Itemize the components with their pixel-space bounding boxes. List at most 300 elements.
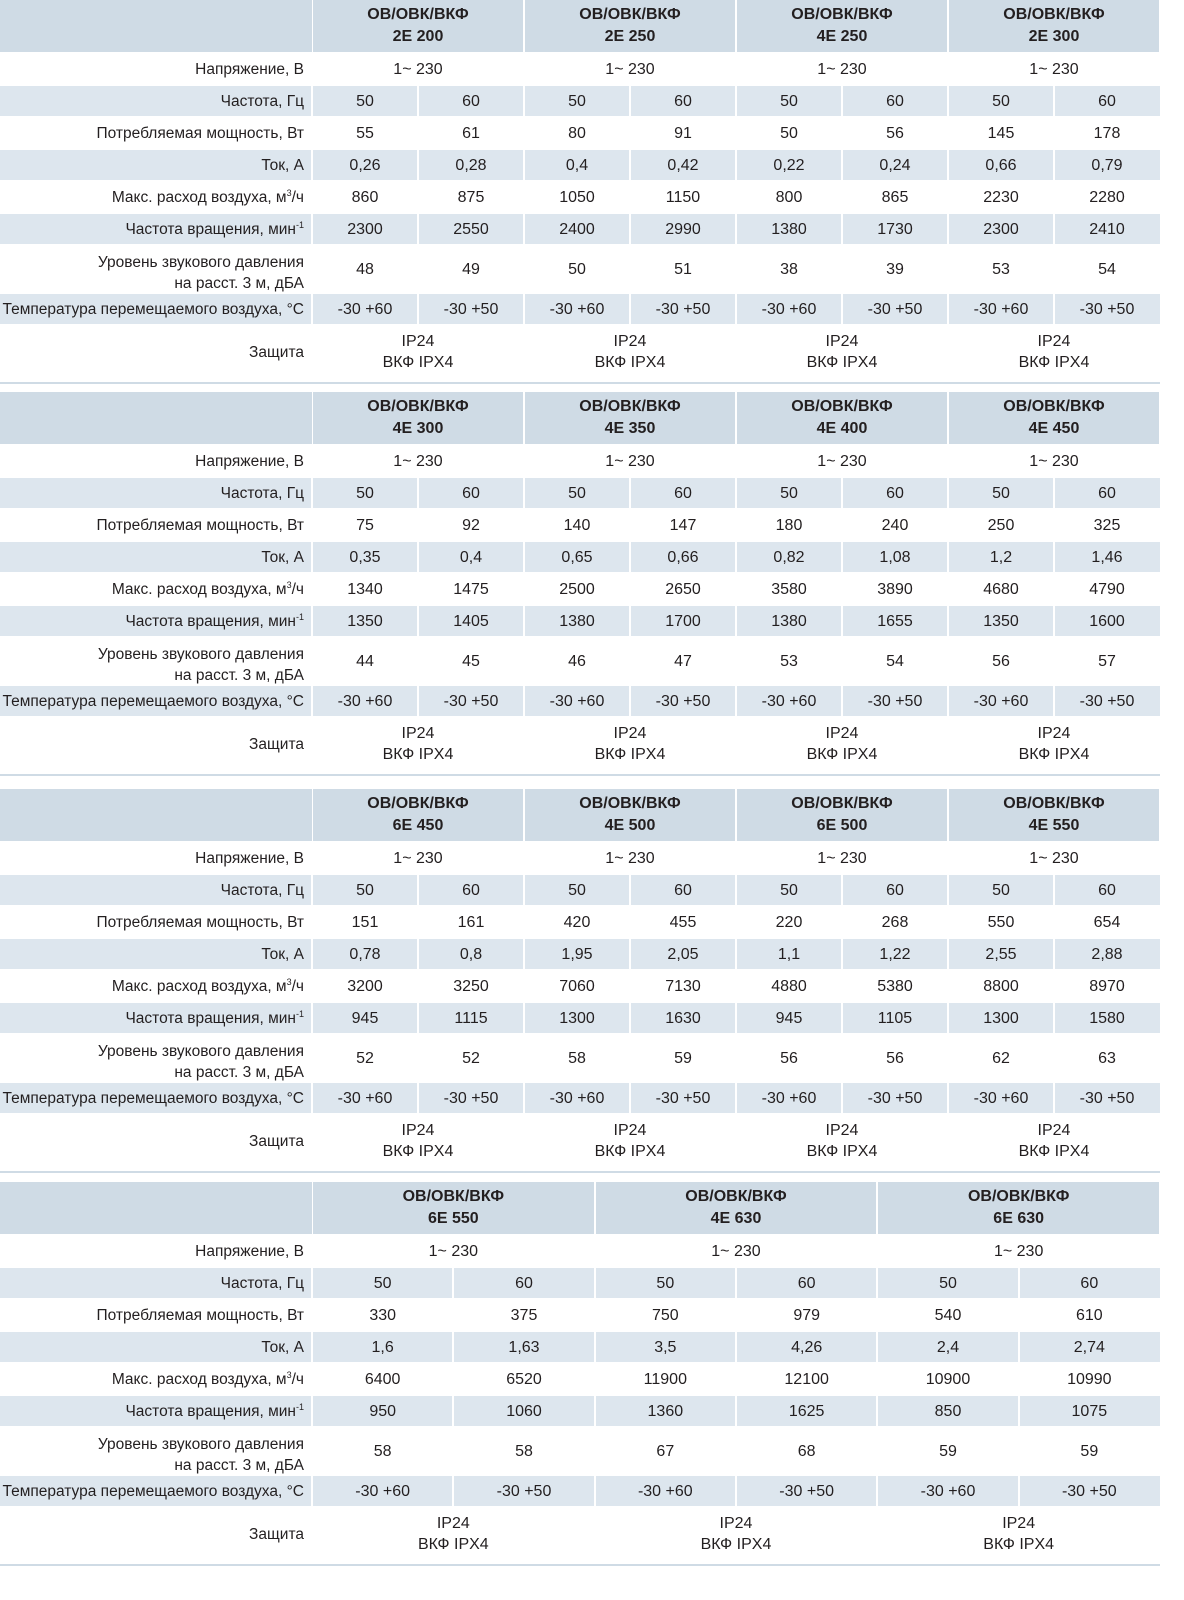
- value-voltage: 1~ 230: [993, 1242, 1044, 1260]
- value-frequency-50hz: 50: [356, 484, 374, 502]
- value-speed-60hz: 2990: [665, 220, 701, 238]
- group-separator: [523, 86, 525, 116]
- label-voltage: Напряжение, В: [195, 849, 304, 867]
- value-power-60hz: 92: [462, 516, 480, 534]
- value-current-60hz: 1,22: [879, 945, 911, 963]
- value-power-60hz: 325: [1093, 516, 1121, 534]
- value-airflow-50hz: 1050: [559, 188, 595, 206]
- model-code: 4E 350: [604, 420, 656, 437]
- label-frequency: Частота, Гц: [220, 1274, 304, 1292]
- value-temperature-50hz: -30 +60: [973, 692, 1029, 710]
- group-separator: [876, 1268, 878, 1298]
- row-model: [0, 1182, 1160, 1234]
- label-power: Потребляемая мощность, Вт: [96, 913, 304, 931]
- group-separator: [735, 478, 737, 508]
- row-temperature: [0, 294, 1160, 324]
- column-separator: [735, 1396, 737, 1426]
- value-voltage: 1~ 230: [1029, 849, 1079, 867]
- label-speed: Частота вращения, мин $^{-1}$: [125, 1009, 304, 1027]
- value-temperature-60hz: -30 +50: [779, 1482, 835, 1500]
- protection-rating: IP24: [1037, 725, 1071, 742]
- value-frequency-50hz: 50: [780, 881, 798, 899]
- label-current: Ток, А: [261, 548, 304, 566]
- model-code: 2E 200: [392, 28, 444, 45]
- value-power-60hz: 610: [1075, 1306, 1103, 1324]
- group-separator: [311, 939, 313, 969]
- row-sound: [0, 244, 1160, 294]
- value-temperature-50hz: -30 +60: [337, 1089, 393, 1107]
- group-separator: [311, 1268, 313, 1298]
- row-model: [0, 789, 1160, 841]
- value-sound-60hz: 45: [462, 652, 480, 670]
- model-series: ОВ/ОВК/ВКФ: [367, 6, 469, 23]
- label-airflow: Макс. расход воздуха, м $^3$ /ч: [111, 1370, 304, 1388]
- column-separator: [841, 294, 843, 324]
- value-speed-60hz: 1075: [1071, 1402, 1108, 1420]
- label-sound: [0, 636, 312, 686]
- row-temperature: [0, 1083, 1160, 1113]
- value-protection: [524, 1113, 736, 1169]
- value-protection: [524, 716, 736, 772]
- value-frequency-50hz: 50: [356, 92, 374, 110]
- value-airflow-60hz: 2280: [1089, 188, 1125, 206]
- protection-rating: IP24: [613, 725, 647, 742]
- column-separator: [452, 1268, 454, 1298]
- value-current-60hz: 2,88: [1091, 945, 1123, 963]
- value-speed-50hz: 1350: [983, 612, 1019, 630]
- value-airflow-60hz: 7130: [665, 977, 701, 995]
- label-temperature: Температура перемещаемого воздуха, °С: [2, 300, 304, 318]
- value-airflow-50hz: 800: [775, 188, 803, 206]
- label-temperature: Температура перемещаемого воздуха, °С: [2, 1482, 304, 1500]
- value-frequency-50hz: 50: [780, 92, 798, 110]
- protection-rating: IP24: [401, 333, 435, 350]
- value-voltage: 1~ 230: [817, 849, 867, 867]
- value-voltage: 1~ 230: [605, 452, 655, 470]
- table-divider: [0, 1171, 1160, 1173]
- model-code: 4E 500: [604, 817, 656, 834]
- value-voltage: 1~ 230: [1029, 60, 1079, 78]
- model-header: [313, 1182, 594, 1234]
- model-series: ОВ/ОВК/ВКФ: [579, 6, 681, 23]
- group-separator: [947, 214, 949, 244]
- value-speed-50hz: 1380: [771, 612, 807, 630]
- value-airflow-50hz: 860: [351, 188, 379, 206]
- value-sound-50hz: 53: [780, 652, 798, 670]
- value-airflow-60hz: 1150: [665, 188, 701, 206]
- value-current-60hz: 2,05: [667, 945, 699, 963]
- protection-rating: IP24: [1037, 333, 1071, 350]
- column-separator: [1053, 686, 1055, 716]
- value-airflow-50hz: 3200: [347, 977, 383, 995]
- value-speed-50hz: 1380: [771, 220, 807, 238]
- model-header: [737, 0, 947, 52]
- row-temperature: [0, 1476, 1160, 1506]
- value-temperature-60hz: -30 +50: [867, 1089, 923, 1107]
- group-separator: [876, 1332, 878, 1362]
- label-frequency: Частота, Гц: [220, 881, 304, 899]
- label-temperature: Температура перемещаемого воздуха, °С: [2, 1089, 304, 1107]
- group-separator: [735, 150, 737, 180]
- value-power-50hz: 550: [987, 913, 1015, 931]
- label-power: Потребляемая мощность, Вт: [96, 516, 304, 534]
- group-separator: [735, 542, 737, 572]
- column-separator: [841, 1083, 843, 1113]
- column-separator: [629, 542, 631, 572]
- value-airflow-50hz: 8800: [983, 977, 1019, 995]
- value-frequency-50hz: 50: [356, 881, 374, 899]
- protection-rating-vkf: ВКФ IPX4: [594, 354, 666, 371]
- value-speed-50hz: 850: [934, 1402, 962, 1420]
- value-protection: [948, 324, 1160, 380]
- label-sound: [0, 244, 312, 294]
- value-voltage: 1~ 230: [393, 452, 443, 470]
- label-line: Уровень звукового давления: [97, 1436, 304, 1453]
- row-current: [0, 1332, 1160, 1362]
- value-power-50hz: 75: [356, 516, 374, 534]
- value-power-60hz: 268: [881, 913, 909, 931]
- model-header: [737, 392, 947, 444]
- column-separator: [1053, 606, 1055, 636]
- row-speed: [0, 1003, 1160, 1033]
- value-temperature-60hz: -30 +50: [655, 300, 711, 318]
- value-protection: [312, 716, 524, 772]
- value-speed-60hz: 1730: [877, 220, 913, 238]
- row-airflow: [0, 572, 1160, 606]
- row-airflow: [0, 969, 1160, 1003]
- column-separator: [1018, 1396, 1020, 1426]
- label-frequency: Частота, Гц: [220, 92, 304, 110]
- column-separator: [841, 86, 843, 116]
- value-sound-60hz: 59: [674, 1049, 692, 1067]
- row-voltage: [0, 444, 1160, 478]
- value-power-60hz: 240: [881, 516, 909, 534]
- label-text: Частота вращения, мин: [125, 1402, 296, 1420]
- row-current: [0, 150, 1160, 180]
- value-protection: [877, 1506, 1160, 1562]
- value-speed-50hz: 1360: [647, 1402, 684, 1420]
- row-power: [0, 1298, 1160, 1332]
- group-separator: [735, 686, 737, 716]
- value-protection: [948, 716, 1160, 772]
- value-temperature-60hz: -30 +50: [496, 1482, 552, 1500]
- column-separator: [452, 1332, 454, 1362]
- group-separator: [311, 875, 313, 905]
- column-separator: [1053, 294, 1055, 324]
- protection-rating-vkf: ВКФ IPX4: [1018, 746, 1090, 763]
- column-separator: [417, 214, 419, 244]
- model-code: 4E 400: [816, 420, 868, 437]
- value-current-50hz: 0,82: [773, 548, 805, 566]
- value-airflow-60hz: 2650: [665, 580, 701, 598]
- label-power: Потребляемая мощность, Вт: [96, 124, 304, 142]
- column-separator: [841, 542, 843, 572]
- model-series: ОВ/ОВК/ВКФ: [1003, 6, 1105, 23]
- value-temperature-50hz: -30 +60: [973, 300, 1029, 318]
- value-speed-50hz: 945: [775, 1009, 803, 1027]
- value-airflow-60hz: 865: [881, 188, 909, 206]
- value-protection: [736, 1113, 948, 1169]
- value-speed-50hz: 1380: [559, 612, 595, 630]
- value-sound-60hz: 57: [1098, 652, 1116, 670]
- value-sound-60hz: 49: [462, 260, 480, 278]
- row-sound: [0, 636, 1160, 686]
- value-protection: [595, 1506, 878, 1562]
- group-separator: [735, 214, 737, 244]
- value-current-60hz: 0,4: [459, 548, 483, 566]
- value-speed-60hz: 1405: [453, 612, 489, 630]
- label-text: Макс. расход воздуха, м: [111, 580, 287, 598]
- model-code: 6E 500: [816, 817, 868, 834]
- column-separator: [841, 939, 843, 969]
- group-separator: [594, 1476, 596, 1506]
- column-separator: [1018, 1268, 1020, 1298]
- value-frequency-50hz: 50: [992, 92, 1010, 110]
- model-header: [525, 789, 735, 841]
- row-model: [0, 0, 1160, 52]
- value-airflow-60hz: 5380: [877, 977, 913, 995]
- column-separator: [417, 606, 419, 636]
- value-temperature-50hz: -30 +60: [637, 1482, 693, 1500]
- row-protection: [0, 1113, 1160, 1169]
- group-separator: [594, 1332, 596, 1362]
- table-divider: [0, 774, 1160, 776]
- value-frequency-60hz: 60: [674, 881, 692, 899]
- label-text: Частота вращения, мин: [125, 612, 296, 630]
- row-frequency: [0, 86, 1160, 116]
- label-text: /ч: [291, 1370, 304, 1388]
- group-separator: [947, 606, 949, 636]
- value-current-50hz: 1,2: [989, 548, 1013, 566]
- row-frequency: [0, 875, 1160, 905]
- value-protection: [312, 1113, 524, 1169]
- value-sound-50hz: 59: [939, 1442, 957, 1460]
- group-separator: [876, 1396, 878, 1426]
- group-separator: [523, 606, 525, 636]
- value-sound-50hz: 38: [780, 260, 798, 278]
- row-airflow: [0, 1362, 1160, 1396]
- value-speed-50hz: 950: [369, 1402, 397, 1420]
- group-separator: [311, 1332, 313, 1362]
- protection-rating: IP24: [401, 1122, 435, 1139]
- group-separator: [523, 1003, 525, 1033]
- label-text: Частота вращения, мин: [125, 1009, 296, 1027]
- group-separator: [735, 1083, 737, 1113]
- row-voltage: [0, 841, 1160, 875]
- column-separator: [1053, 1003, 1055, 1033]
- value-sound-50hz: 52: [356, 1049, 374, 1067]
- column-separator: [735, 1332, 737, 1362]
- label-protection: Защита: [249, 343, 304, 361]
- label-voltage: Напряжение, В: [195, 452, 304, 470]
- value-speed-50hz: 2300: [983, 220, 1019, 238]
- protection-rating-vkf: ВКФ IPX4: [806, 746, 878, 763]
- column-separator: [417, 478, 419, 508]
- value-temperature-50hz: -30 +60: [920, 1482, 976, 1500]
- value-power-50hz: 220: [775, 913, 803, 931]
- model-series: ОВ/ОВК/ВКФ: [579, 795, 681, 812]
- label-frequency: Частота, Гц: [220, 484, 304, 502]
- model-series: ОВ/ОВК/ВКФ: [967, 1188, 1070, 1205]
- value-frequency-60hz: 60: [1098, 484, 1116, 502]
- group-separator: [947, 478, 949, 508]
- group-separator: [523, 542, 525, 572]
- model-header: [313, 392, 523, 444]
- label-power: Потребляемая мощность, Вт: [96, 1306, 304, 1324]
- value-current-60hz: 1,46: [1091, 548, 1123, 566]
- value-sound-60hz: 59: [1080, 1442, 1099, 1460]
- value-airflow-50hz: 2500: [559, 580, 595, 598]
- value-frequency-50hz: 50: [939, 1274, 957, 1292]
- model-series: ОВ/ОВК/ВКФ: [791, 795, 893, 812]
- group-separator: [311, 294, 313, 324]
- column-separator: [629, 686, 631, 716]
- value-current-50hz: 3,5: [654, 1338, 677, 1356]
- value-current-50hz: 0,78: [349, 945, 381, 963]
- label-sound: [0, 1426, 312, 1476]
- value-sound-60hz: 56: [886, 1049, 904, 1067]
- value-sound-50hz: 46: [568, 652, 586, 670]
- table-divider: [0, 1564, 1160, 1566]
- value-current-50hz: 2,55: [985, 945, 1017, 963]
- value-airflow-50hz: 10900: [925, 1370, 971, 1388]
- row-sound: [0, 1033, 1160, 1083]
- value-power-50hz: 140: [563, 516, 591, 534]
- value-current-60hz: 1,08: [879, 548, 911, 566]
- row-speed: [0, 214, 1160, 244]
- value-current-50hz: 1,6: [371, 1338, 394, 1356]
- column-separator: [417, 686, 419, 716]
- column-separator: [735, 1268, 737, 1298]
- value-current-50hz: 1,1: [777, 945, 801, 963]
- value-power-50hz: 540: [934, 1306, 962, 1324]
- group-separator: [735, 86, 737, 116]
- protection-rating: IP24: [436, 1515, 470, 1532]
- value-temperature-50hz: -30 +60: [549, 300, 605, 318]
- model-code: 2E 300: [1028, 28, 1080, 45]
- row-frequency: [0, 1268, 1160, 1298]
- value-sound-60hz: 54: [1098, 260, 1116, 278]
- column-separator: [1053, 86, 1055, 116]
- value-temperature-60hz: -30 +50: [443, 1089, 499, 1107]
- value-temperature-50hz: -30 +60: [973, 1089, 1029, 1107]
- group-separator: [311, 86, 313, 116]
- value-sound-60hz: 52: [462, 1049, 480, 1067]
- protection-rating-vkf: ВКФ IPX4: [382, 746, 454, 763]
- value-temperature-60hz: -30 +50: [443, 300, 499, 318]
- column-separator: [417, 294, 419, 324]
- value-current-60hz: 0,42: [667, 156, 699, 174]
- value-frequency-50hz: 50: [568, 92, 586, 110]
- value-power-60hz: 61: [462, 124, 480, 142]
- model-header: [313, 0, 523, 52]
- group-separator: [311, 1396, 313, 1426]
- value-sound-50hz: 44: [356, 652, 374, 670]
- value-temperature-60hz: -30 +50: [1079, 692, 1135, 710]
- value-power-60hz: 178: [1093, 124, 1121, 142]
- row-current: [0, 542, 1160, 572]
- group-separator: [523, 875, 525, 905]
- value-airflow-60hz: 3890: [877, 580, 913, 598]
- protection-rating: IP24: [613, 1122, 647, 1139]
- column-separator: [841, 606, 843, 636]
- value-power-50hz: 250: [987, 516, 1015, 534]
- column-separator: [1053, 150, 1055, 180]
- model-header: [949, 0, 1159, 52]
- label-protection: Защита: [249, 1525, 304, 1543]
- label-text: /ч: [291, 580, 304, 598]
- column-separator: [629, 478, 631, 508]
- protection-rating: IP24: [825, 1122, 859, 1139]
- group-separator: [735, 875, 737, 905]
- value-temperature-60hz: -30 +50: [443, 692, 499, 710]
- label-voltage: Напряжение, В: [195, 60, 304, 78]
- model-code: 6E 550: [427, 1210, 479, 1227]
- model-code: 6E 450: [392, 817, 444, 834]
- value-speed-60hz: 2410: [1089, 220, 1125, 238]
- column-separator: [735, 1476, 737, 1506]
- model-series: ОВ/ОВК/ВКФ: [1003, 398, 1105, 415]
- column-separator: [629, 1003, 631, 1033]
- column-separator: [629, 875, 631, 905]
- label-line: на расст. 3 м, дБА: [174, 667, 304, 684]
- value-speed-60hz: 1625: [788, 1402, 825, 1420]
- value-power-50hz: 180: [775, 516, 803, 534]
- value-temperature-50hz: -30 +60: [337, 300, 393, 318]
- value-airflow-60hz: 3250: [453, 977, 489, 995]
- value-frequency-50hz: 50: [992, 484, 1010, 502]
- group-separator: [947, 686, 949, 716]
- group-separator: [523, 939, 525, 969]
- label-protection: Защита: [249, 735, 304, 753]
- value-current-50hz: 2,4: [936, 1338, 960, 1356]
- value-frequency-60hz: 60: [886, 881, 904, 899]
- column-separator: [1053, 214, 1055, 244]
- protection-rating-vkf: ВКФ IPX4: [700, 1536, 772, 1553]
- row-frequency: [0, 478, 1160, 508]
- protection-rating: IP24: [401, 725, 435, 742]
- column-separator: [417, 939, 419, 969]
- column-separator: [1053, 1083, 1055, 1113]
- value-speed-60hz: 1060: [506, 1402, 542, 1420]
- column-separator: [1053, 478, 1055, 508]
- value-temperature-50hz: -30 +60: [761, 300, 817, 318]
- group-separator: [311, 686, 313, 716]
- model-header: [878, 1182, 1159, 1234]
- group-separator: [735, 939, 737, 969]
- value-airflow-60hz: 12100: [784, 1370, 829, 1388]
- label-airflow: Макс. расход воздуха, м $^3$ /ч: [111, 188, 304, 206]
- value-protection: [948, 1113, 1160, 1169]
- value-frequency-60hz: 60: [515, 1274, 533, 1292]
- column-separator: [629, 939, 631, 969]
- column-separator: [841, 686, 843, 716]
- value-frequency-50hz: 50: [373, 1274, 392, 1292]
- value-voltage: 1~ 230: [393, 849, 443, 867]
- group-separator: [311, 606, 313, 636]
- label-line: Уровень звукового давления: [97, 646, 304, 663]
- value-frequency-60hz: 60: [1098, 92, 1116, 110]
- group-separator: [947, 150, 949, 180]
- value-power-60hz: 147: [669, 516, 697, 534]
- value-current-60hz: 0,8: [459, 945, 483, 963]
- value-temperature-60hz: -30 +50: [655, 692, 711, 710]
- value-sound-50hz: 48: [356, 260, 374, 278]
- value-current-50hz: 0,26: [349, 156, 381, 174]
- column-separator: [417, 1003, 419, 1033]
- value-temperature-50hz: -30 +60: [761, 692, 817, 710]
- column-separator: [841, 1003, 843, 1033]
